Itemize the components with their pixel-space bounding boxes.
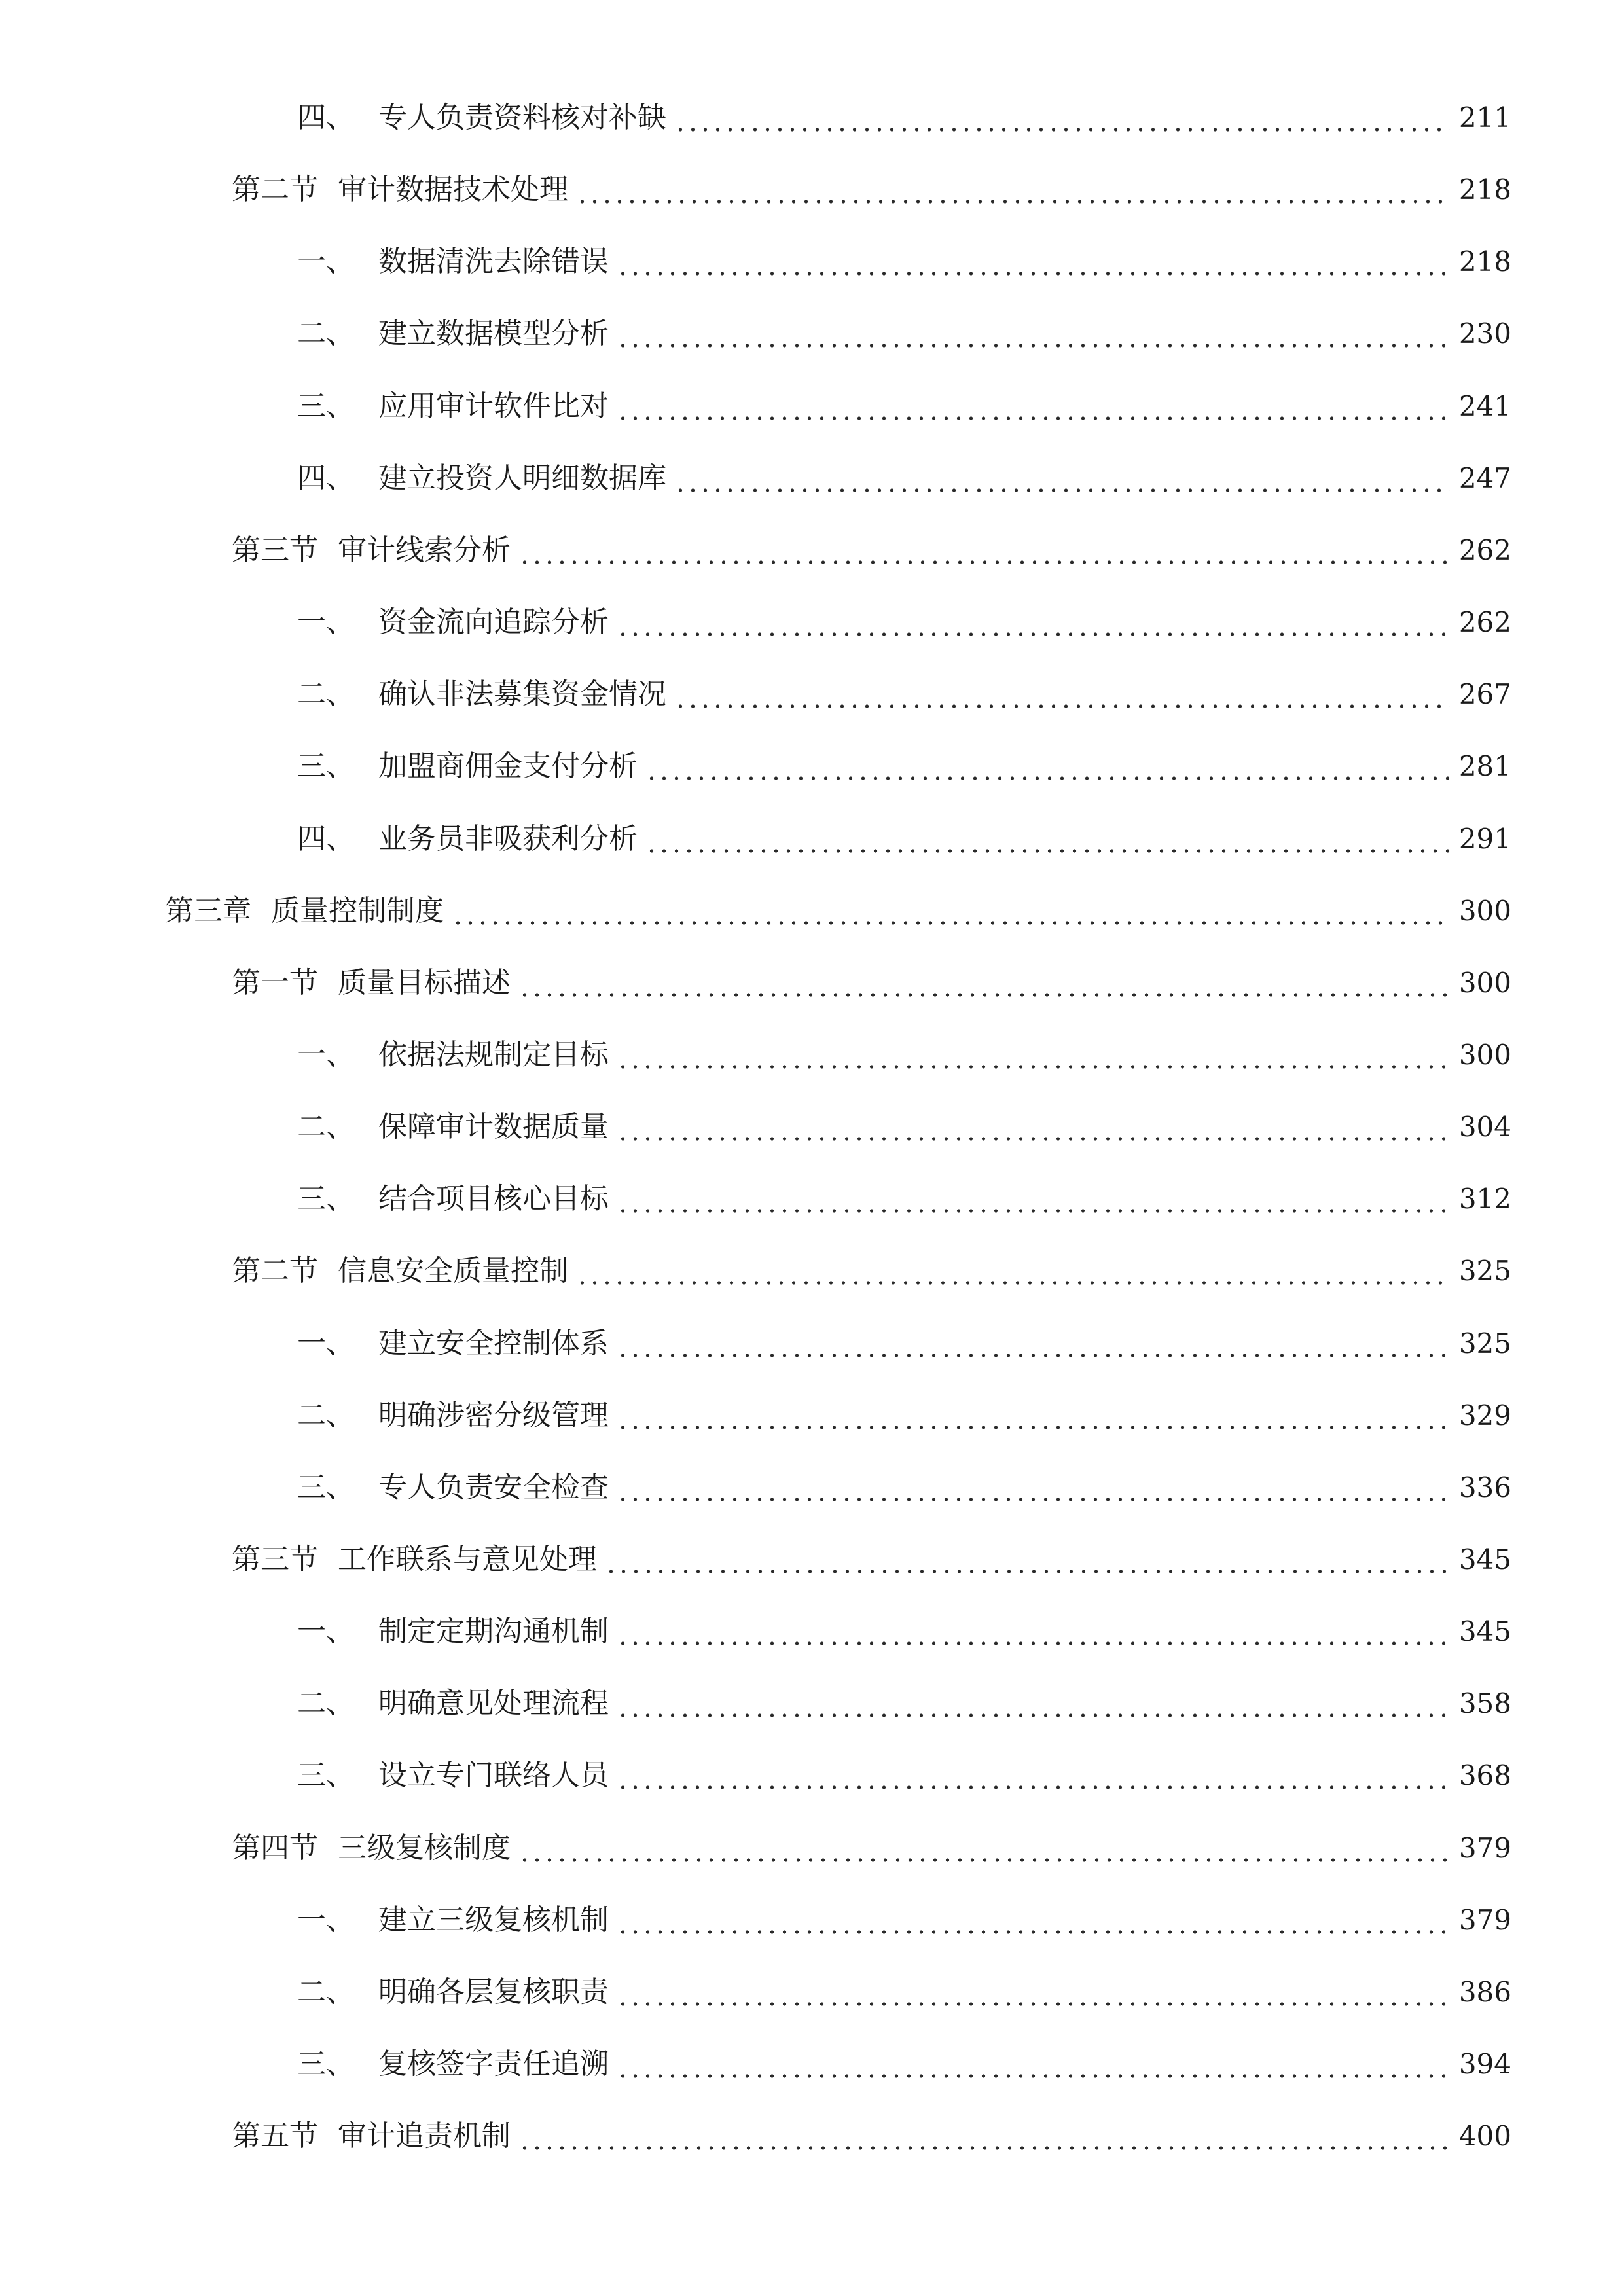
toc-entry[interactable]: [165, 875, 1511, 947]
toc-entry[interactable]: [297, 1091, 1511, 1163]
toc-dot-leader: [518, 1858, 1450, 1862]
toc-entry-number: 一、: [297, 1037, 355, 1071]
toc-entry-title: 建立安全控制体系: [378, 1326, 609, 1360]
toc-entry-title: 确认非法募集资金情况: [378, 677, 666, 711]
toc-entry[interactable]: [297, 1956, 1511, 2028]
toc-page-number: 394: [1458, 2048, 1511, 2081]
toc-dot-leader: [617, 1137, 1450, 1141]
toc-entry-number: 第三节: [232, 1543, 318, 1576]
toc-entry[interactable]: [297, 1308, 1511, 1380]
toc-dot-leader: [674, 488, 1450, 492]
toc-entry-number: 四、: [297, 101, 355, 134]
toc-page-number: 345: [1458, 1543, 1511, 1575]
toc-entry-title: 明确各层复核职责: [378, 1975, 609, 2009]
toc-entry-title: 应用审计软件比对: [378, 389, 609, 423]
toc-page-number: 400: [1458, 2120, 1511, 2153]
toc-entry-title: 明确涉密分级管理: [378, 1398, 609, 1432]
toc-page-number: 230: [1458, 317, 1511, 350]
toc-entry[interactable]: [232, 947, 1511, 1019]
toc-dot-leader: [617, 1641, 1450, 1645]
toc-entry[interactable]: [297, 1163, 1511, 1235]
toc-entry-number: 三、: [297, 389, 355, 423]
toc-page-number: 267: [1458, 678, 1511, 711]
toc-page-number: 345: [1458, 1615, 1511, 1648]
toc-entry-title: 依据法规制定目标: [378, 1037, 609, 1071]
toc-dot-leader: [645, 849, 1450, 853]
toc-page-number: 325: [1458, 1255, 1511, 1287]
toc-entry-number: 三、: [297, 1759, 355, 1793]
toc-dot-leader: [617, 1498, 1450, 1501]
toc-entry-number: 一、: [297, 1903, 355, 1937]
toc-entry-number: 第二节: [232, 173, 318, 207]
toc-entry[interactable]: [297, 1452, 1511, 1524]
toc-entry[interactable]: [297, 298, 1511, 370]
toc-dot-leader: [617, 2074, 1450, 2078]
toc-entry-title: 制定定期沟通机制: [378, 1615, 609, 1649]
toc-entry-number: 第二节: [232, 1254, 318, 1288]
toc-page-number: 262: [1458, 533, 1511, 566]
toc-entry-title: 建立数据模型分析: [378, 317, 609, 351]
toc-dot-leader: [617, 1354, 1450, 1357]
toc-entry-title: 建立投资人明细数据库: [378, 461, 666, 495]
toc-page-number: 358: [1458, 1687, 1511, 1720]
toc-entry-number: 一、: [297, 1326, 355, 1360]
toc-dot-leader: [576, 200, 1450, 204]
toc-entry-title: 建立三级复核机制: [378, 1903, 609, 1937]
toc-page-number: 262: [1458, 606, 1511, 639]
toc-entry-number: 第五节: [232, 2119, 318, 2153]
toc-entry-number: 三、: [297, 749, 355, 783]
toc-entry-title: 资金流向追踪分析: [378, 605, 609, 639]
toc-entry[interactable]: [297, 803, 1511, 875]
toc-page-number: 312: [1458, 1183, 1511, 1215]
toc-entry-number: 一、: [297, 1615, 355, 1649]
toc-entry-title: 审计线索分析: [338, 533, 511, 567]
toc-entry[interactable]: [297, 2028, 1511, 2100]
toc-entry-number: 二、: [297, 317, 355, 351]
toc-entry-title: 明确意见处理流程: [378, 1687, 609, 1721]
toc-entry-title: 质量目标描述: [338, 965, 511, 999]
toc-page-number: 379: [1458, 1831, 1511, 1864]
toc-dot-leader: [674, 704, 1450, 708]
toc-entry-number: 第四节: [232, 1831, 318, 1865]
toc-dot-leader: [617, 1785, 1450, 1789]
toc-dot-leader: [617, 2002, 1450, 2006]
toc-dot-leader: [617, 1713, 1450, 1717]
toc-dot-leader: [674, 128, 1450, 132]
toc-entry-number: 四、: [297, 461, 355, 495]
toc-entry-title: 专人负责资料核对补缺: [378, 101, 666, 134]
toc-page-number: 386: [1458, 1975, 1511, 2008]
toc-entry-number: 一、: [297, 245, 355, 279]
toc-entry-number: 第三章: [165, 893, 251, 927]
toc-entry[interactable]: [297, 370, 1511, 442]
toc-dot-leader: [518, 993, 1450, 997]
toc-entry-number: 四、: [297, 821, 355, 855]
toc-entry-title: 结合项目核心目标: [378, 1182, 609, 1216]
toc-entry[interactable]: [297, 1740, 1511, 1812]
toc-page-number: 300: [1458, 966, 1511, 999]
toc-dot-leader: [617, 1065, 1450, 1069]
toc-entry-number: 二、: [297, 1398, 355, 1432]
toc-page-number: 281: [1458, 750, 1511, 783]
toc-page-number: 329: [1458, 1399, 1511, 1431]
toc-page-number: 300: [1458, 1038, 1511, 1071]
toc-dot-leader: [518, 560, 1450, 564]
toc-entry-title: 质量控制制度: [271, 893, 444, 927]
toc-dot-leader: [645, 776, 1450, 780]
toc-page-number: 241: [1458, 389, 1511, 422]
toc-page-number: 379: [1458, 1903, 1511, 1936]
toc-entry[interactable]: [297, 1668, 1511, 1740]
toc-dot-leader: [617, 632, 1450, 636]
toc-page-number: 218: [1458, 173, 1511, 206]
toc-dot-leader: [605, 1570, 1450, 1573]
toc-page-number: 325: [1458, 1327, 1511, 1359]
toc-entry-number: 二、: [297, 1687, 355, 1721]
toc-dot-leader: [617, 416, 1450, 420]
toc-entry-title: 专人负责安全检查: [378, 1470, 609, 1504]
toc-entry[interactable]: [232, 2100, 1511, 2172]
toc-entry-number: 二、: [297, 677, 355, 711]
toc-entry-number: 一、: [297, 605, 355, 639]
toc-entry[interactable]: [232, 514, 1511, 586]
toc-page-number: 218: [1458, 245, 1511, 278]
toc-entry-number: 第一节: [232, 965, 318, 999]
toc-entry[interactable]: [297, 82, 1511, 154]
toc-entry-title: 审计追责机制: [338, 2119, 511, 2153]
toc-dot-leader: [518, 2146, 1450, 2150]
toc-page-number: 368: [1458, 1759, 1511, 1792]
toc-dot-leader: [452, 921, 1450, 925]
toc-entry[interactable]: [297, 1019, 1511, 1091]
toc-dot-leader: [617, 1930, 1450, 1934]
toc-entry-number: 三、: [297, 2047, 355, 2081]
toc-entry[interactable]: [297, 1380, 1511, 1452]
toc-entry[interactable]: [297, 586, 1511, 658]
toc-page-number: 336: [1458, 1471, 1511, 1503]
toc-entry-title: 加盟商佣金支付分析: [378, 749, 638, 783]
toc-entry-number: 二、: [297, 1110, 355, 1144]
toc-page-number: 304: [1458, 1111, 1511, 1143]
toc-entry[interactable]: [297, 730, 1511, 802]
toc-entry-title: 审计数据技术处理: [338, 173, 568, 207]
toc-entry-title: 业务员非吸获利分析: [378, 821, 638, 855]
toc-entry[interactable]: [232, 1524, 1511, 1596]
toc-entry-number: 三、: [297, 1182, 355, 1216]
toc-entry[interactable]: [297, 1884, 1511, 1956]
toc-entry[interactable]: [232, 154, 1511, 226]
toc-entry-title: 保障审计数据质量: [378, 1110, 609, 1144]
toc-entry[interactable]: [232, 1235, 1511, 1307]
toc-page-number: 300: [1458, 894, 1511, 927]
toc-entry-title: 工作联系与意见处理: [338, 1543, 597, 1576]
toc-entry-title: 设立专门联络人员: [378, 1759, 609, 1793]
toc-entry-number: 二、: [297, 1975, 355, 2009]
toc-entry[interactable]: [297, 1596, 1511, 1668]
toc-entry[interactable]: [297, 658, 1511, 730]
toc-entry[interactable]: [297, 442, 1511, 514]
toc-dot-leader: [576, 1281, 1450, 1285]
toc-page-number: 291: [1458, 822, 1511, 855]
toc-dot-leader: [617, 344, 1450, 348]
toc-entry[interactable]: [232, 1812, 1511, 1884]
toc-entry-title: 复核签字责任追溯: [378, 2047, 609, 2081]
toc-entry-number: 第三节: [232, 533, 318, 567]
toc-page-number: 247: [1458, 461, 1511, 494]
toc-entry-title: 数据清洗去除错误: [378, 245, 609, 279]
toc-entry-title: 信息安全质量控制: [338, 1254, 568, 1288]
toc-page-number: 211: [1458, 101, 1511, 134]
toc-entry-number: 三、: [297, 1470, 355, 1504]
toc-dot-leader: [617, 1426, 1450, 1429]
toc-dot-leader: [617, 1209, 1450, 1213]
toc-entry-title: 三级复核制度: [338, 1831, 511, 1865]
toc-entry[interactable]: [297, 226, 1511, 298]
toc-dot-leader: [617, 272, 1450, 276]
